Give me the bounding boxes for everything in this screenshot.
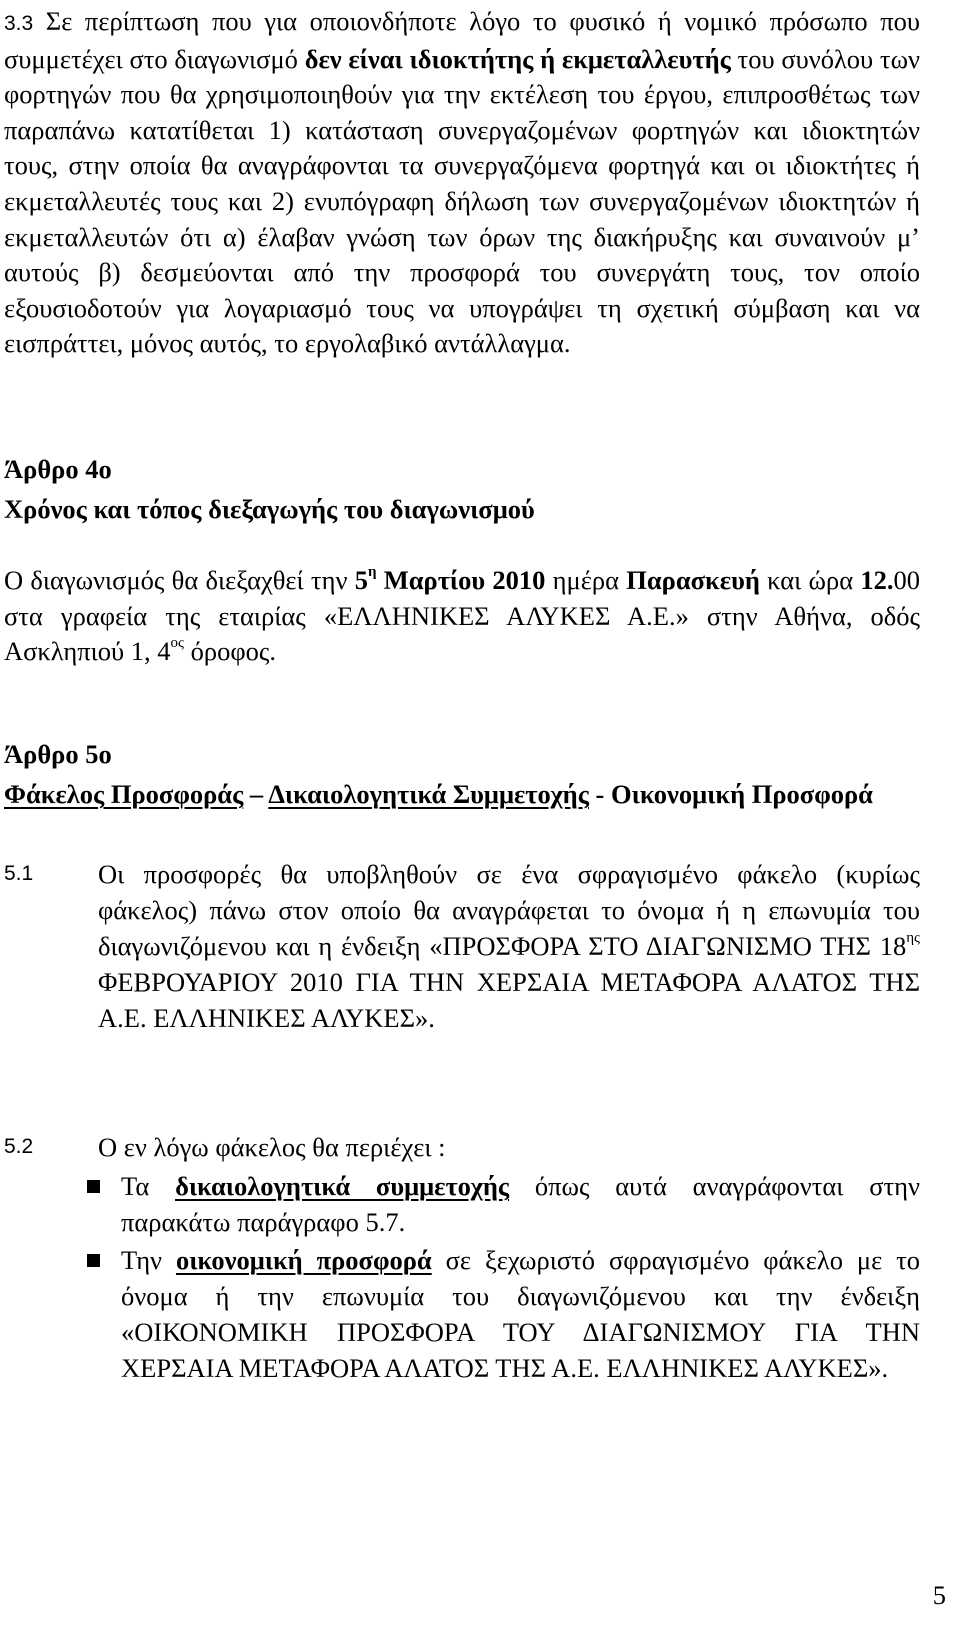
article-4-title: Χρόνος και τόπος διεξαγωγής του διαγωνισμού bbox=[4, 494, 535, 524]
paragraph-3-3: 3.3 Σε περίπτωση που για οποιονδήποτε λόγο το φυσικό ή νομικό πρόσωπο που συμμετέχει στο διαγωνισμό δεν είναι ιδιοκτήτης ή εκμεταλλευτής του συνόλου των φορτηγών που θα χρησιμοποιηθούν για την εκτέλεση του έργου, επιπροσθέτως των παραπάνω κατατίθεται 1) κατάσταση συνεργαζομένων φορτηγών και ιδιοκτητών τους, στην οποία θα αναγράφονται τα συνεργαζόμενα φορτηγά και οι ιδιοκτήτες ή εκμεταλλευτές τους και 2) ενυπόγραφη δήλωση των συνεργαζομένων ιδιοκτητών ή εκμεταλλευτών ότι α) έλαβαν γνώση των όρων της διακήρυξης και συναινούν μ’ αυτούς β) δεσμεύονται από την προσφορά του συνεργάτη τους, τον οποίο εξουσιοδοτούν για λογαριασμό τους να υπογράψει τη σχετική σύμβαση και να εισπράττει, μόνος αυτός, το εργολαβικό αντάλλαγμα. bbox=[4, 6, 920, 359]
square-bullet-icon bbox=[87, 1180, 100, 1193]
square-bullet-icon bbox=[87, 1254, 100, 1267]
tender-time: 12. bbox=[860, 565, 894, 595]
paragraph-number: 3.3 bbox=[4, 12, 34, 35]
tender-day: Παρασκευή bbox=[626, 565, 760, 595]
page-number: 5 bbox=[932, 1580, 946, 1610]
section-5-2 bbox=[4, 1129, 920, 1386]
section-5-1-text: Οι προσφορές θα υποβληθούν σε ένα σφραγισμένο φάκελο (κυρίως φάκελος) πάνω στον οποίο θα αναγράφεται το όνομα ή η επωνυμία του διαγωνιζόμενου και η ένδειξη «ΠΡΟΣΦΟΡΑ ΣΤΟ ΔΙΑΓΩΝΙΣΜΟ ΤΗΣ $18^{\eta\varsigma}$ ΦΕΒΡΟΥΑΡΙΟΥ 2010 ΓΙΑ ΤΗΝ ΧΕΡΣΑΙΑ ΜΕΤΑΦΟΡΑ ΑΛΑΤΟΣ ΤΗΣ Α.Ε. ΕΛΛΗΝΙΚΕΣ ΑΛΥΚΕΣ». bbox=[98, 859, 920, 1033]
article-5-title: Φάκελος Προσφοράς – Δικαιολογητικά Συμμετοχής - Οικονομική Προσφορά bbox=[4, 779, 873, 809]
article-4-heading: Άρθρο 4ο bbox=[4, 454, 112, 484]
article-4-body: Ο διαγωνισμός θα διεξαχθεί την $5^\eta$ Μαρτίου 2010 ημέρα Παρασκευή και ώρα 12.00 στα γραφεία της εταιρίας «ΕΛΛΗΝΙΚΕΣ ΑΛΥΚΕΣ Α.Ε.» στην Αθήνα, οδός Ασκληπιού 1, $4^{o\varsigma}$ όροφος. bbox=[4, 564, 920, 667]
section-number: 5.1 bbox=[4, 862, 34, 885]
tender-date: Μαρτίου 2010 bbox=[376, 565, 546, 595]
section-5-2-intro: Ο εν λόγω φάκελος θα περιέχει : bbox=[98, 1132, 446, 1162]
section-5-1 bbox=[4, 856, 920, 1036]
list-item: Την οικονομική προσφορά σε ξεχωριστό σφραγισμένο φάκελο με το όνομα ή την επωνυμία του διαγωνιζόμενου και την ένδειξη «ΟΙΚΟΝΟΜΙΚΗ ΠΡΟΣΦΟΡΑ ΤΟΥ ΔΙΑΓΩΝΙΣΜΟΥ ΓΙΑ ΤΗΝ ΧΕΡΣΑΙΑ ΜΕΤΑΦΟΡΑ ΑΛΑΤΟΣ ΤΗΣ Α.Ε. ΕΛΛΗΝΙΚΕΣ ΑΛΥΚΕΣ». bbox=[121, 1242, 920, 1386]
list-item: Τα δικαιολογητικά συμμετοχής όπως αυτά αναγράφονται στην παρακάτω παράγραφο 5.7. bbox=[121, 1168, 920, 1240]
section-number: 5.2 bbox=[4, 1135, 34, 1158]
article-5-heading: Άρθρο 5ο bbox=[4, 739, 112, 769]
emphasis-not-owner: δεν είναι ιδιοκτήτης ή εκμεταλλευτής bbox=[304, 43, 731, 74]
